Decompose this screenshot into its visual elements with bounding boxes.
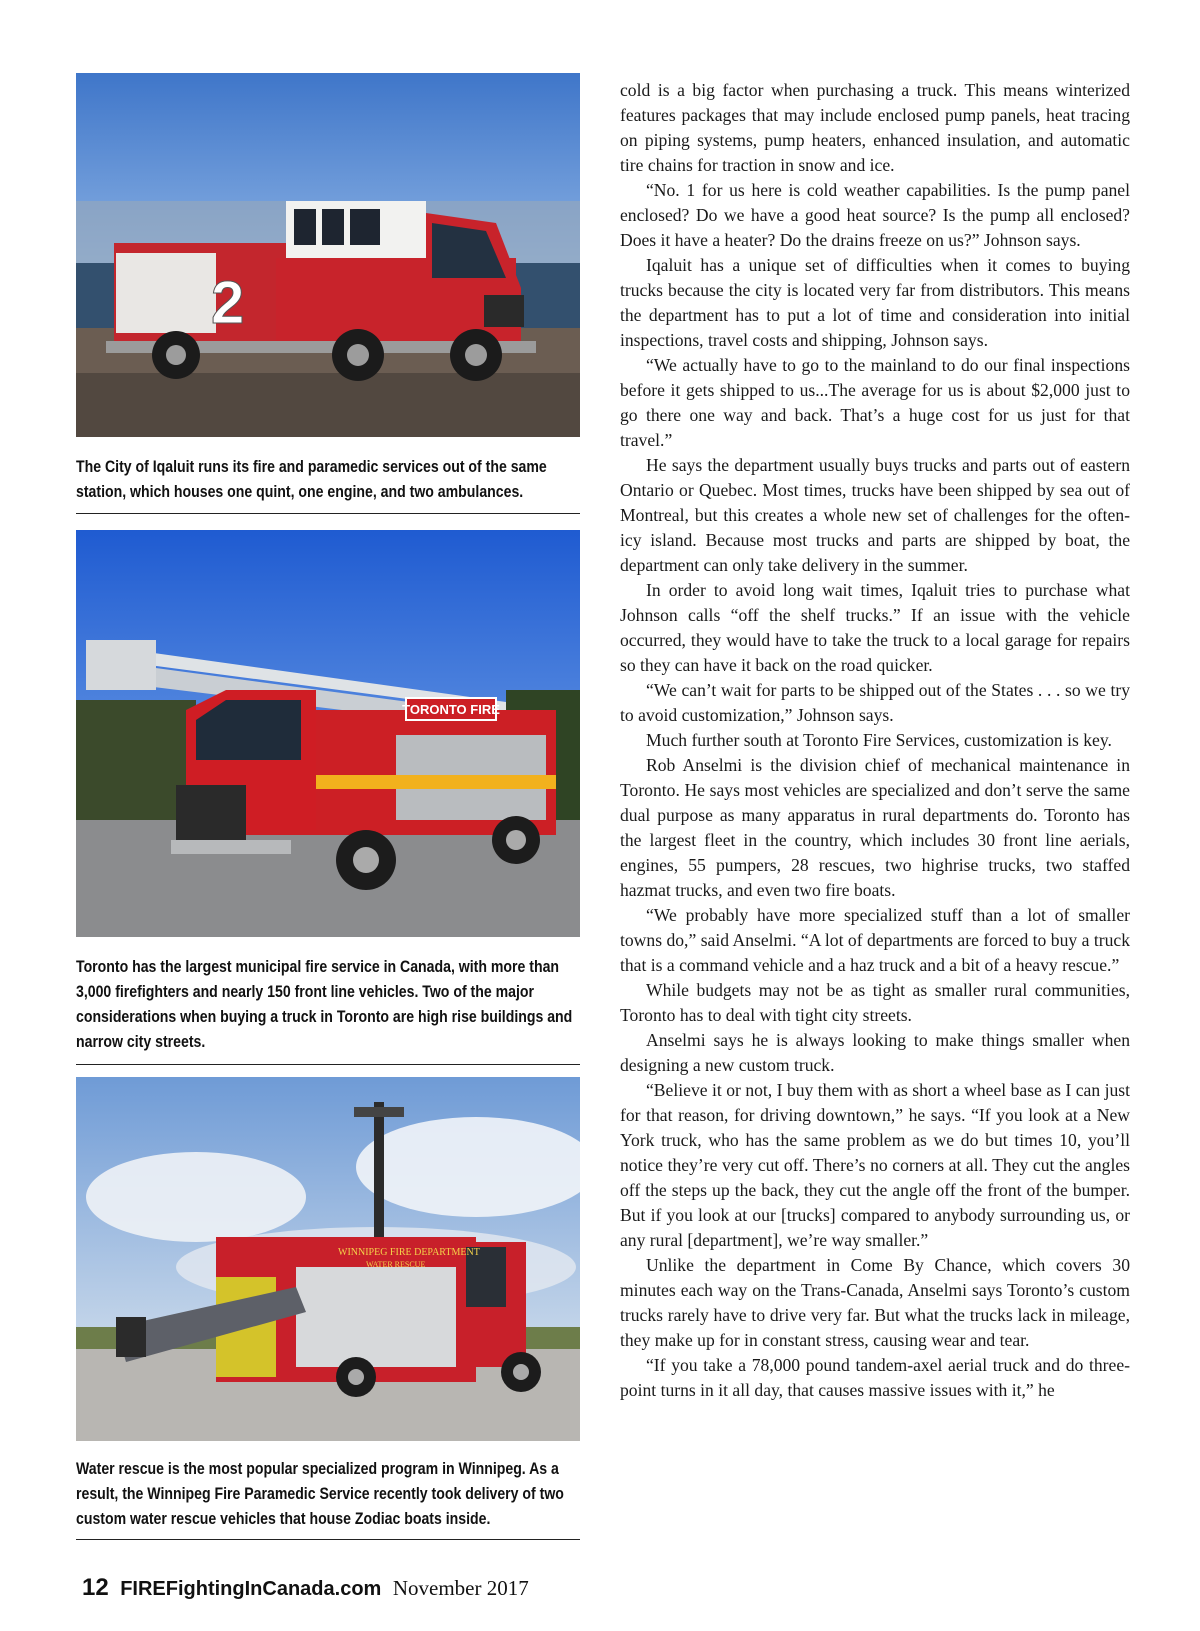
article-paragraph: “We probably have more specialized stuff than a lot of smaller towns do,” said Anselmi. “A lot of departments are forced to buy a truck that is a command vehicle and a haz truck and a bit of a heavy rescue.” bbox=[620, 905, 1130, 975]
truck-subsign: WATER RESCUE bbox=[366, 1260, 426, 1269]
article-paragraph: “We can’t wait for parts to be shipped out of the States . . . so we try to avoid customization,” Johnson says. bbox=[620, 680, 1130, 725]
page-footer bbox=[82, 1574, 529, 1602]
caption-divider bbox=[76, 1539, 580, 1540]
article-body bbox=[620, 78, 1130, 1403]
article-paragraph: He says the department usually buys trucks and parts out of eastern Ontario or Quebec. Most times, trucks have been shipped by sea out of Montreal, but this creates a whole new set of challenges for the often-icy island. Because most trucks and parts are shipped by boat, the department can only take delivery in the summer. bbox=[620, 455, 1130, 575]
truck-sign: WINNIPEG FIRE DEPARTMENT bbox=[338, 1247, 480, 1258]
photo-winnipeg-water-rescue-truck bbox=[76, 1077, 580, 1441]
article-paragraph: Much further south at Toronto Fire Services, customization is key. bbox=[646, 730, 1112, 750]
article-paragraph: In order to avoid long wait times, Iqaluit tries to purchase what Johnson calls “off the shelf trucks.” If an issue with the vehicle occurred, they would have to take the truck to a local garage for repairs so they can have it back on the road quicker. bbox=[620, 580, 1130, 675]
page-number: 12 bbox=[82, 1574, 109, 1601]
article-paragraph: “If you take a 78,000 pound tandem-axel aerial truck and do three-point turns in it all day, that causes massive issues with it,” he bbox=[620, 1355, 1130, 1400]
caption-iqaluit: The City of Iqaluit runs its fire and paramedic services out of the same station, which houses one quint, one engine, and two ambulances. bbox=[76, 458, 547, 501]
issue-date: November 2017 bbox=[392, 1576, 529, 1600]
publication-site: FIREFightingInCanada.com bbox=[120, 1578, 382, 1600]
photo-iqaluit-fire-truck bbox=[76, 73, 580, 437]
photo-toronto-aerial-truck bbox=[76, 530, 580, 937]
article-paragraph: While budgets may not be as tight as smaller rural communities, Toronto has to deal with tight city streets. bbox=[620, 980, 1130, 1025]
caption-divider bbox=[76, 513, 580, 514]
article-paragraph: Anselmi says he is always looking to make things smaller when designing a new custom truck. bbox=[620, 1030, 1130, 1075]
article-paragraph: Iqaluit has a unique set of difficulties when it comes to buying trucks because the city is located very far from distributors. This means the department has to put a lot of time and consideration into initial inspections, travel costs and shipping, Johnson says. bbox=[620, 255, 1130, 350]
article-paragraph: “No. 1 for us here is cold weather capabilities. Is the pump panel enclosed? Do we have a good heat source? Is the pump all enclosed? Does it have a heater? Do the drains freeze on us?” Johnson says. bbox=[620, 180, 1130, 250]
caption-toronto: Toronto has the largest municipal fire service in Canada, with more than 3,000 firefighters and nearly 150 front line vehicles. Two of the major considerations when buying a truck in Toronto are high rise buildings and narrow city streets. bbox=[76, 958, 573, 1051]
caption-divider bbox=[76, 1064, 580, 1065]
article-paragraph: “We actually have to go to the mainland to do our final inspections before it gets shipped to us...The average for us is about $2,000 just to go there one way and back. That’s a huge cost for us just for that travel.” bbox=[620, 355, 1130, 450]
truck-number: 2 bbox=[211, 269, 245, 336]
article-paragraph: Rob Anselmi is the division chief of mechanical maintenance in Toronto. He says most vehicles are specialized and don’t serve the same dual purpose as many apparatus in rural departments do. Toronto has the largest fleet in the country, which includes 30 front line aerials, engines, 55 pumpers, 28 rescues, two highrise trucks, two staffed hazmat trucks, and even two fire boats. bbox=[620, 755, 1130, 900]
article-paragraph: “Believe it or not, I buy them with as short a wheel base as I can just for that reason, for driving downtown,” he says. “If you look at a New York truck, who has the same problem as we do but times 10, you’ll notice they’re very cut off. There’s no corners at all. They cut the angles off the steps up the back, they cut the angle off the front of the bumper. But if you look at our [trucks] compared to anybody surrounding us, or any rural [department], we’re way smaller.” bbox=[620, 1080, 1130, 1250]
caption-winnipeg: Water rescue is the most popular specialized program in Winnipeg. As a result, the Winnipeg Fire Paramedic Service recently took delivery of two custom water rescue vehicles that house Zodiac boats inside. bbox=[76, 1460, 564, 1528]
truck-sign: TORONTO FIRE bbox=[402, 702, 500, 717]
article-paragraph: Unlike the department in Come By Chance, which covers 30 minutes each way on the Trans-Canada, Anselmi says Toronto’s custom trucks rarely have to drive very far. But what the trucks lack in mileage, they make up for in constant stress, causing wear and tear. bbox=[620, 1255, 1130, 1350]
article-paragraph: cold is a big factor when purchasing a truck. This means winterized features packages that may include enclosed pump panels, heat tracing on piping systems, pump heaters, enhanced insulation, and automatic tire chains for traction in snow and ice. bbox=[620, 80, 1130, 175]
